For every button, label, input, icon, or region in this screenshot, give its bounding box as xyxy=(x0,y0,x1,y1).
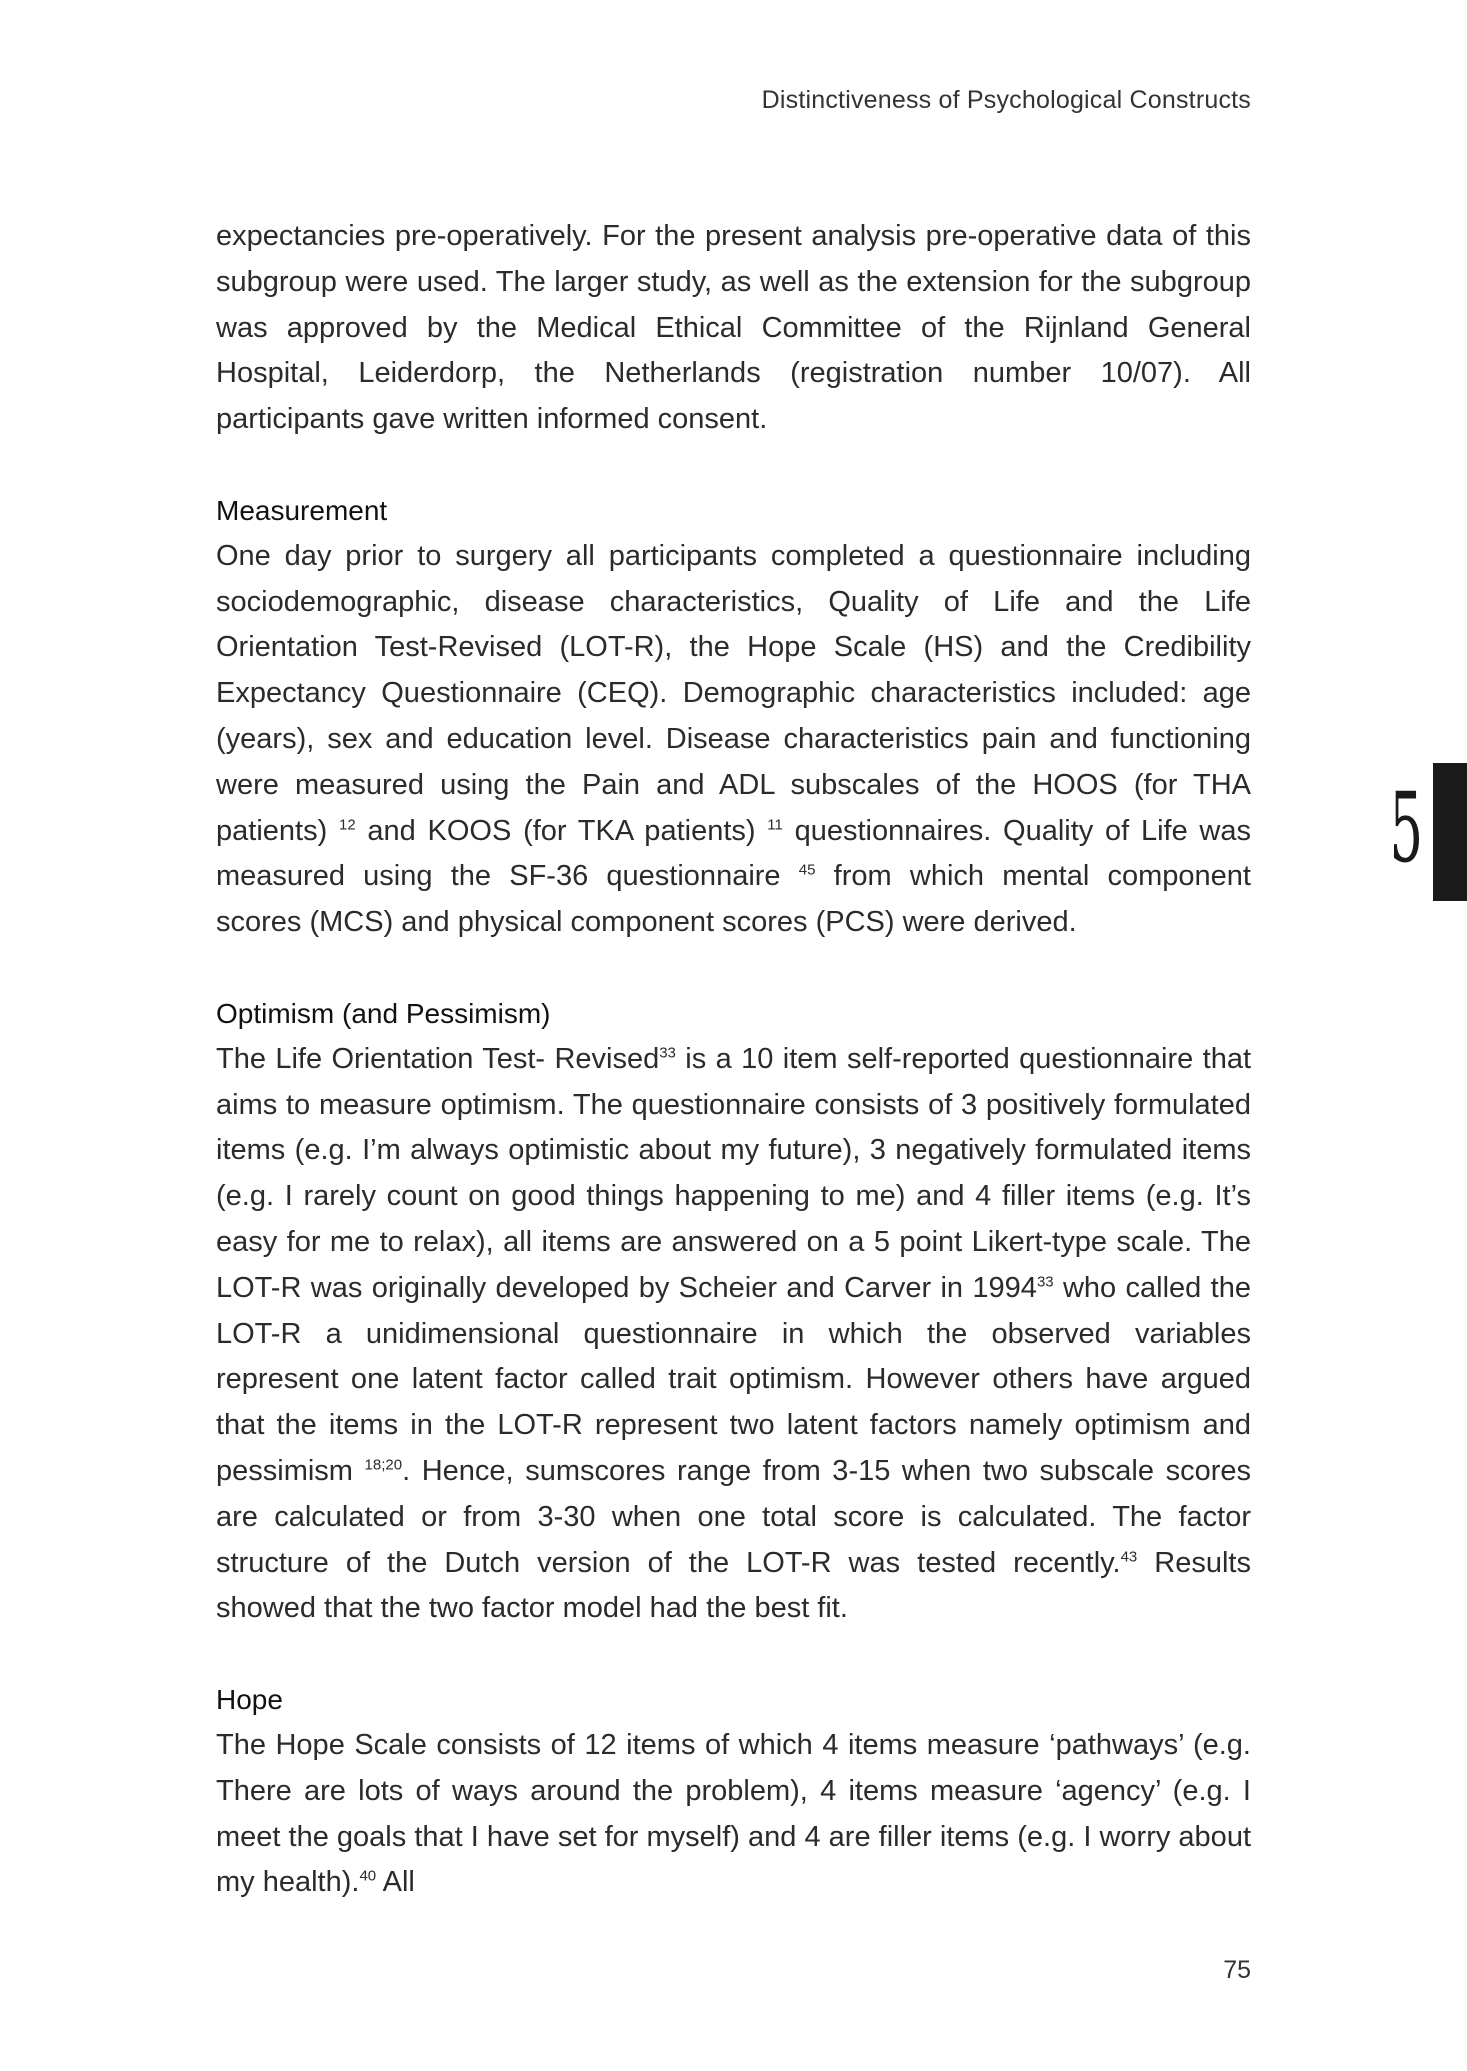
text-segment: The Hope Scale consists of 12 items of which 4 items measure ‘pathways’ (e.g. There are lots of ways around the problem), 4 items measure ‘agency’ (e.g. I meet the goals that I have set for myself) and 4 are filler items (e.g. I worry about my health). xyxy=(216,1728,1251,1899)
hope-section xyxy=(216,1677,1251,1906)
text-segment: One day prior to surgery all participants completed a questionnaire including sociodemographic, disease characteristics, Quality of Life and the Life Orientation Test-Revised (LOT-R), the Hope Scale (HS) and the Credibility Expectancy Questionnaire (CEQ). Demographic characteristics included: age (years), sex and education level. Disease characteristics pain and functioning were measured using the Pain and ADL subscales of the HOOS (for THA patients) xyxy=(216,539,1251,847)
text-segment: . Hence, sumscores range from 3-15 when two subscale scores are calculated or from 3-30 when one total score is calculated. The factor structure of the Dutch version of the LOT-R was tested recently. xyxy=(216,1454,1252,1579)
text-segment: and KOOS (for TKA patients) xyxy=(355,814,756,847)
measurement-section xyxy=(216,488,1251,946)
page-number: 75 xyxy=(1223,1956,1251,1984)
body-text xyxy=(216,214,1251,1906)
text-segment: Results showed that the two factor model had the best fit. xyxy=(216,1546,1251,1625)
measurement-paragraph xyxy=(216,534,1251,946)
text-segment: The Life Orientation Test- Revised xyxy=(216,1042,660,1075)
running-header: Distinctiveness of Psychological Constructs xyxy=(761,86,1251,114)
text-segment: questionnaires. Quality of Life was measured using the SF-36 questionnaire xyxy=(216,814,1252,893)
citation-ref: 40 xyxy=(359,1867,377,1885)
citation-ref: 45 xyxy=(798,861,816,879)
optimism-heading: Optimism (and Pessimism) xyxy=(216,997,551,1029)
text-segment: from which mental component scores (MCS) and physical component scores (PCS) were derived. xyxy=(216,860,1251,939)
citation-ref: 33 xyxy=(659,1044,676,1062)
citation-ref: 11 xyxy=(767,815,783,833)
chapter-tab xyxy=(1433,763,1467,901)
optimism-section xyxy=(216,991,1251,1632)
intro-paragraph: expectancies pre-operatively. For the present analysis pre-operative data of this subgroup were used. The larger study, as well as the extension for the subgroup was approved by the Medical Ethical Committee of the Rijnland General Hospital, Leiderdorp, the Netherlands (registration number 10/07). All participants gave written informed consent. xyxy=(216,220,1251,436)
citation-ref: 12 xyxy=(338,815,356,833)
optimism-paragraph xyxy=(216,1037,1251,1632)
citation-ref: 33 xyxy=(1036,1273,1054,1291)
hope-heading: Hope xyxy=(216,1684,283,1716)
citation-ref: 43 xyxy=(1120,1547,1138,1565)
hope-paragraph xyxy=(216,1723,1251,1906)
text-segment: All xyxy=(376,1866,415,1899)
text-segment: who called the LOT-R a unidimensional questionnaire in which the observed variables represent one latent factor called trait optimism. However others have argued that the items in the LOT-R represent two latent factors namely optimism and pessimism xyxy=(216,1271,1251,1487)
text-segment: is a 10 item self-reported questionnaire that aims to measure optimism. The questionnaire consists of 3 positively formulated items (e.g. I’m always optimistic about my future), 3 negatively formulated items (e.g. I rarely count on good things happening to me) and 4 filler items (e.g. It’s easy for me to relax), all items are answered on a 5 point Likert-type scale. The LOT-R was originally developed by Scheier and Carver in 1994 xyxy=(216,1042,1252,1304)
citation-ref: 18;20 xyxy=(364,1456,403,1474)
measurement-heading: Measurement xyxy=(216,494,388,526)
chapter-number: 5 xyxy=(1389,772,1423,884)
